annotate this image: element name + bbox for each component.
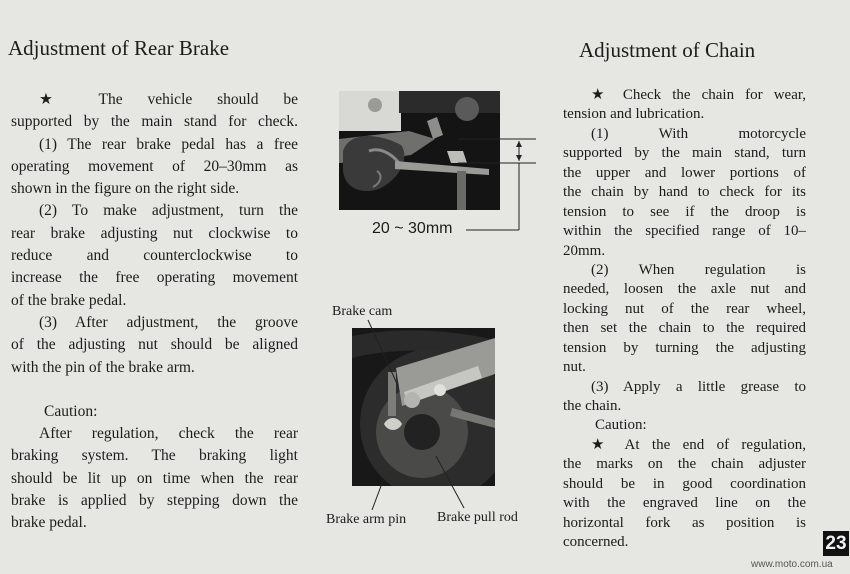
brake-pull-rod-label: Brake pull rod (437, 510, 518, 525)
text-line: (1) The rear brake pedal has a free (39, 135, 298, 153)
text-line: After regulation, check the rear (39, 425, 298, 443)
text-line: tension and lubrication. (563, 106, 705, 123)
text-line: then set the chain to the required (563, 320, 806, 337)
text-line: the chain. (563, 398, 622, 414)
text-line: (3) After adjustment, the groove (39, 313, 298, 331)
text-line: ★ The vehicle should be (39, 91, 298, 108)
text-line: (2) When regulation is (591, 261, 806, 278)
text-line: horizontal fork as position is (563, 514, 806, 531)
chain-title: Adjustment of Chain (579, 38, 756, 62)
text-line: should be lit up on time when the rear (11, 469, 298, 487)
page-number: 23 (823, 531, 849, 556)
caution-heading: Caution: (595, 417, 647, 434)
text-line: tension by turning the adjusting (563, 339, 806, 356)
text-line: brake pedal. (11, 514, 87, 532)
text-line: of the adjusting nut should be aligned (11, 336, 298, 354)
text-line: with the engraved line on the (563, 495, 806, 512)
text-line: (1) With motorcycle (591, 125, 806, 142)
text-line: rear brake adjusting nut clockwise to (11, 224, 298, 242)
text-line: should be in good coordination (563, 475, 806, 492)
text-line: of the brake pedal. (11, 291, 127, 309)
caution-heading: Caution: (44, 402, 98, 420)
free-play-dimension: 20 ~ 30mm (372, 220, 453, 237)
text-line: operating movement of 20–30mm as (11, 157, 298, 175)
watermark: www.moto.com.ua (751, 559, 833, 570)
text-line: ★ At the end of regulation, (591, 436, 806, 453)
text-line: increase the free operating movement (11, 269, 298, 287)
text-line: tension to see if the droop is (563, 203, 806, 220)
rear-brake-title: Adjustment of Rear Brake (8, 36, 230, 60)
chain-text (563, 86, 806, 553)
brake-arm-pin-label: Brake arm pin (326, 512, 407, 527)
text-line: the chain by hand to check for its (563, 184, 806, 201)
text-line: 20mm. (563, 242, 606, 259)
brake-arm-photo (352, 328, 495, 486)
text-line: concerned. (563, 534, 629, 551)
rear-brake-text (11, 89, 298, 535)
text-line: within the specified range of 10– (563, 223, 806, 240)
text-line: reduce and counterclockwise to (11, 247, 298, 265)
text-line: locking nut of the rear wheel, (563, 300, 806, 317)
text-line: braking system. The braking light (11, 447, 298, 465)
brake-pedal-photo (339, 91, 500, 210)
text-line: the upper and lower portions of (563, 164, 806, 181)
text-line: with the pin of the brake arm. (11, 358, 195, 376)
text-line: ★ Check the chain for wear, (591, 87, 806, 103)
text-line: supported by the main stand for check. (11, 113, 298, 131)
text-line: needed, loosen the axle nut and (563, 281, 806, 298)
text-line: shown in the figure on the right side. (11, 180, 240, 198)
brake-cam-label: Brake cam (332, 304, 393, 319)
text-line: nut. (563, 359, 586, 376)
text-line: supported by the main stand, turn (563, 145, 806, 162)
text-line: brake is applied by stepping down the (11, 492, 298, 510)
text-line: (2) To make adjustment, turn the (39, 202, 298, 220)
text-line: the marks on the chain adjuster (563, 456, 806, 473)
text-line: (3) Apply a little grease to (591, 378, 806, 395)
